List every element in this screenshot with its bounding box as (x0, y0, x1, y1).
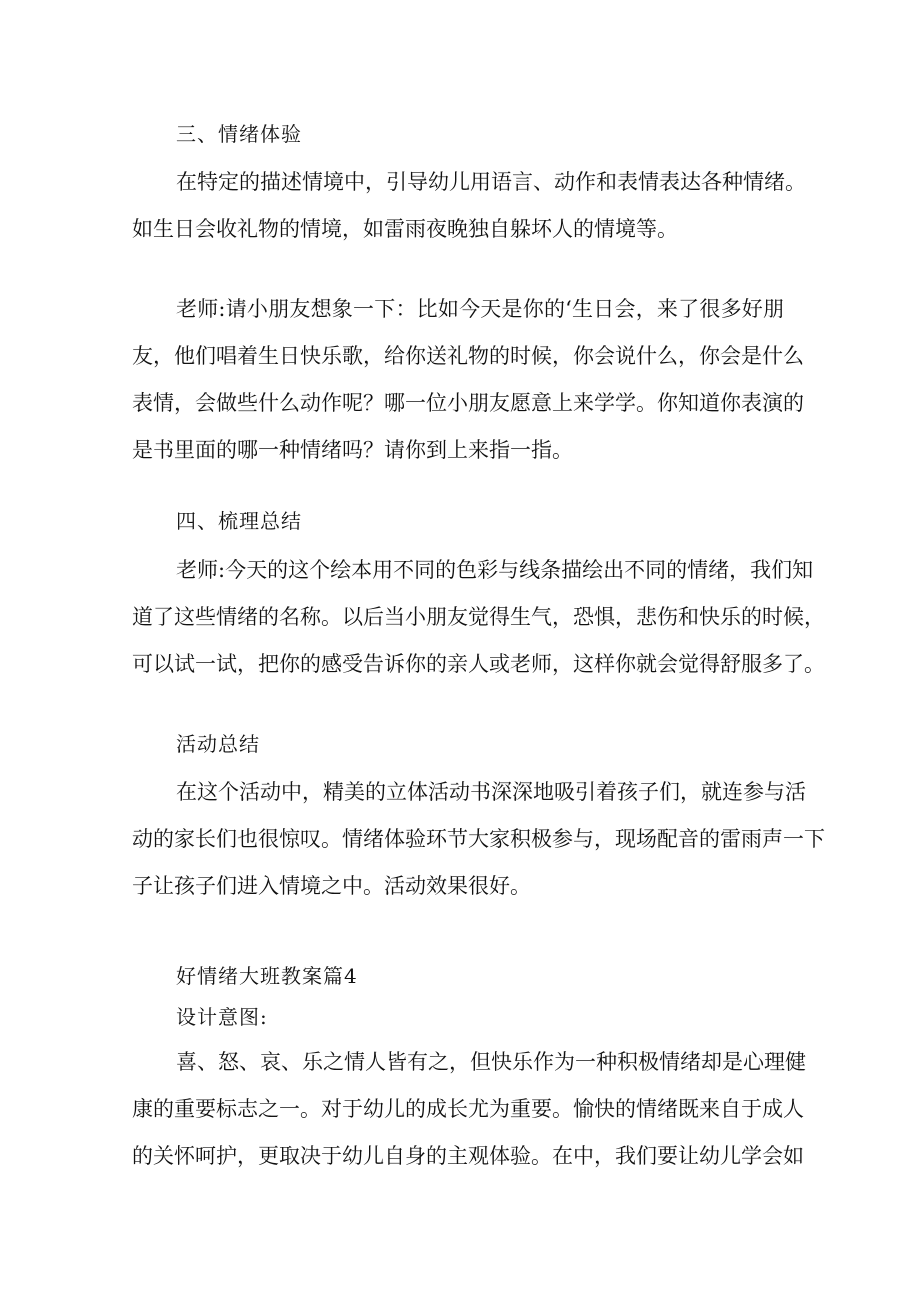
text-line: 在这个活动中，精美的立体活动书深深地吸引着孩子们，就连参与活 (176, 780, 806, 804)
paragraph-teacher-birthday (132, 286, 804, 474)
section-heading-emotion-experience: 三、情绪体验 (176, 122, 302, 146)
text-line: 的关怀呵护，更取决于幼儿自身的主观体验。在中，我们要让幼儿学会如 (132, 1144, 804, 1168)
paragraph-teacher-conclusion (132, 547, 825, 688)
paragraph-emotion-description (132, 159, 806, 253)
design-intent-label: 设计意图: (176, 1005, 268, 1029)
section-heading-summary-review: 四、梳理总结 (176, 509, 302, 533)
text-line: 如生日会收礼物的情境，如雷雨夜晚独自躲坏人的情境等。 (132, 217, 678, 241)
text-line: 友，他们唱着生日快乐歌，给你送礼物的时候，你会说什么，你会是什么 (132, 344, 804, 368)
section-heading-activity-summary: 活动总结 (176, 732, 260, 756)
text-line: 动的家长们也很惊叹。情绪体验环节大家积极参与，现场配音的雷雨声一下 (132, 827, 825, 851)
text-line: 表情，会做些什么动作呢？哪一位小朋友愿意上来学学。你知道你表演的 (132, 391, 804, 415)
article-title: 好情绪大班教案篇4 (176, 964, 358, 988)
paragraph-design-intent (132, 1039, 806, 1180)
text-line: 子让孩子们进入情境之中。活动效果很好。 (132, 874, 531, 898)
text-line: 老师:今天的这个绘本用不同的色彩与线条描绘出不同的情绪，我们知 (176, 558, 814, 582)
text-line: 康的重要标志之一。对于幼儿的成长尤为重要。愉快的情绪既来自于成人 (132, 1097, 804, 1121)
text-line: 可以试一试，把你的感受告诉你的亲人或老师，这样你就会觉得舒服多了。 (132, 652, 825, 676)
paragraph-activity-summary (132, 769, 825, 910)
text-line: 在特定的描述情境中，引导幼儿用语言、动作和表情表达各种情绪。 (176, 170, 806, 194)
text-line: 是书里面的哪一种情绪吗？请你到上来指一指。 (132, 438, 573, 462)
text-line: 道了这些情绪的名称。以后当小朋友觉得生气，恐惧，悲伤和快乐的时候， (132, 605, 825, 629)
text-line: 老师:请小朋友想象一下：比如今天是你的‘生日会，来了很多好朋 (176, 297, 784, 321)
text-line: 喜、怒、哀、乐之情人皆有之，但快乐作为一种积极情绪却是心理健 (176, 1050, 806, 1074)
